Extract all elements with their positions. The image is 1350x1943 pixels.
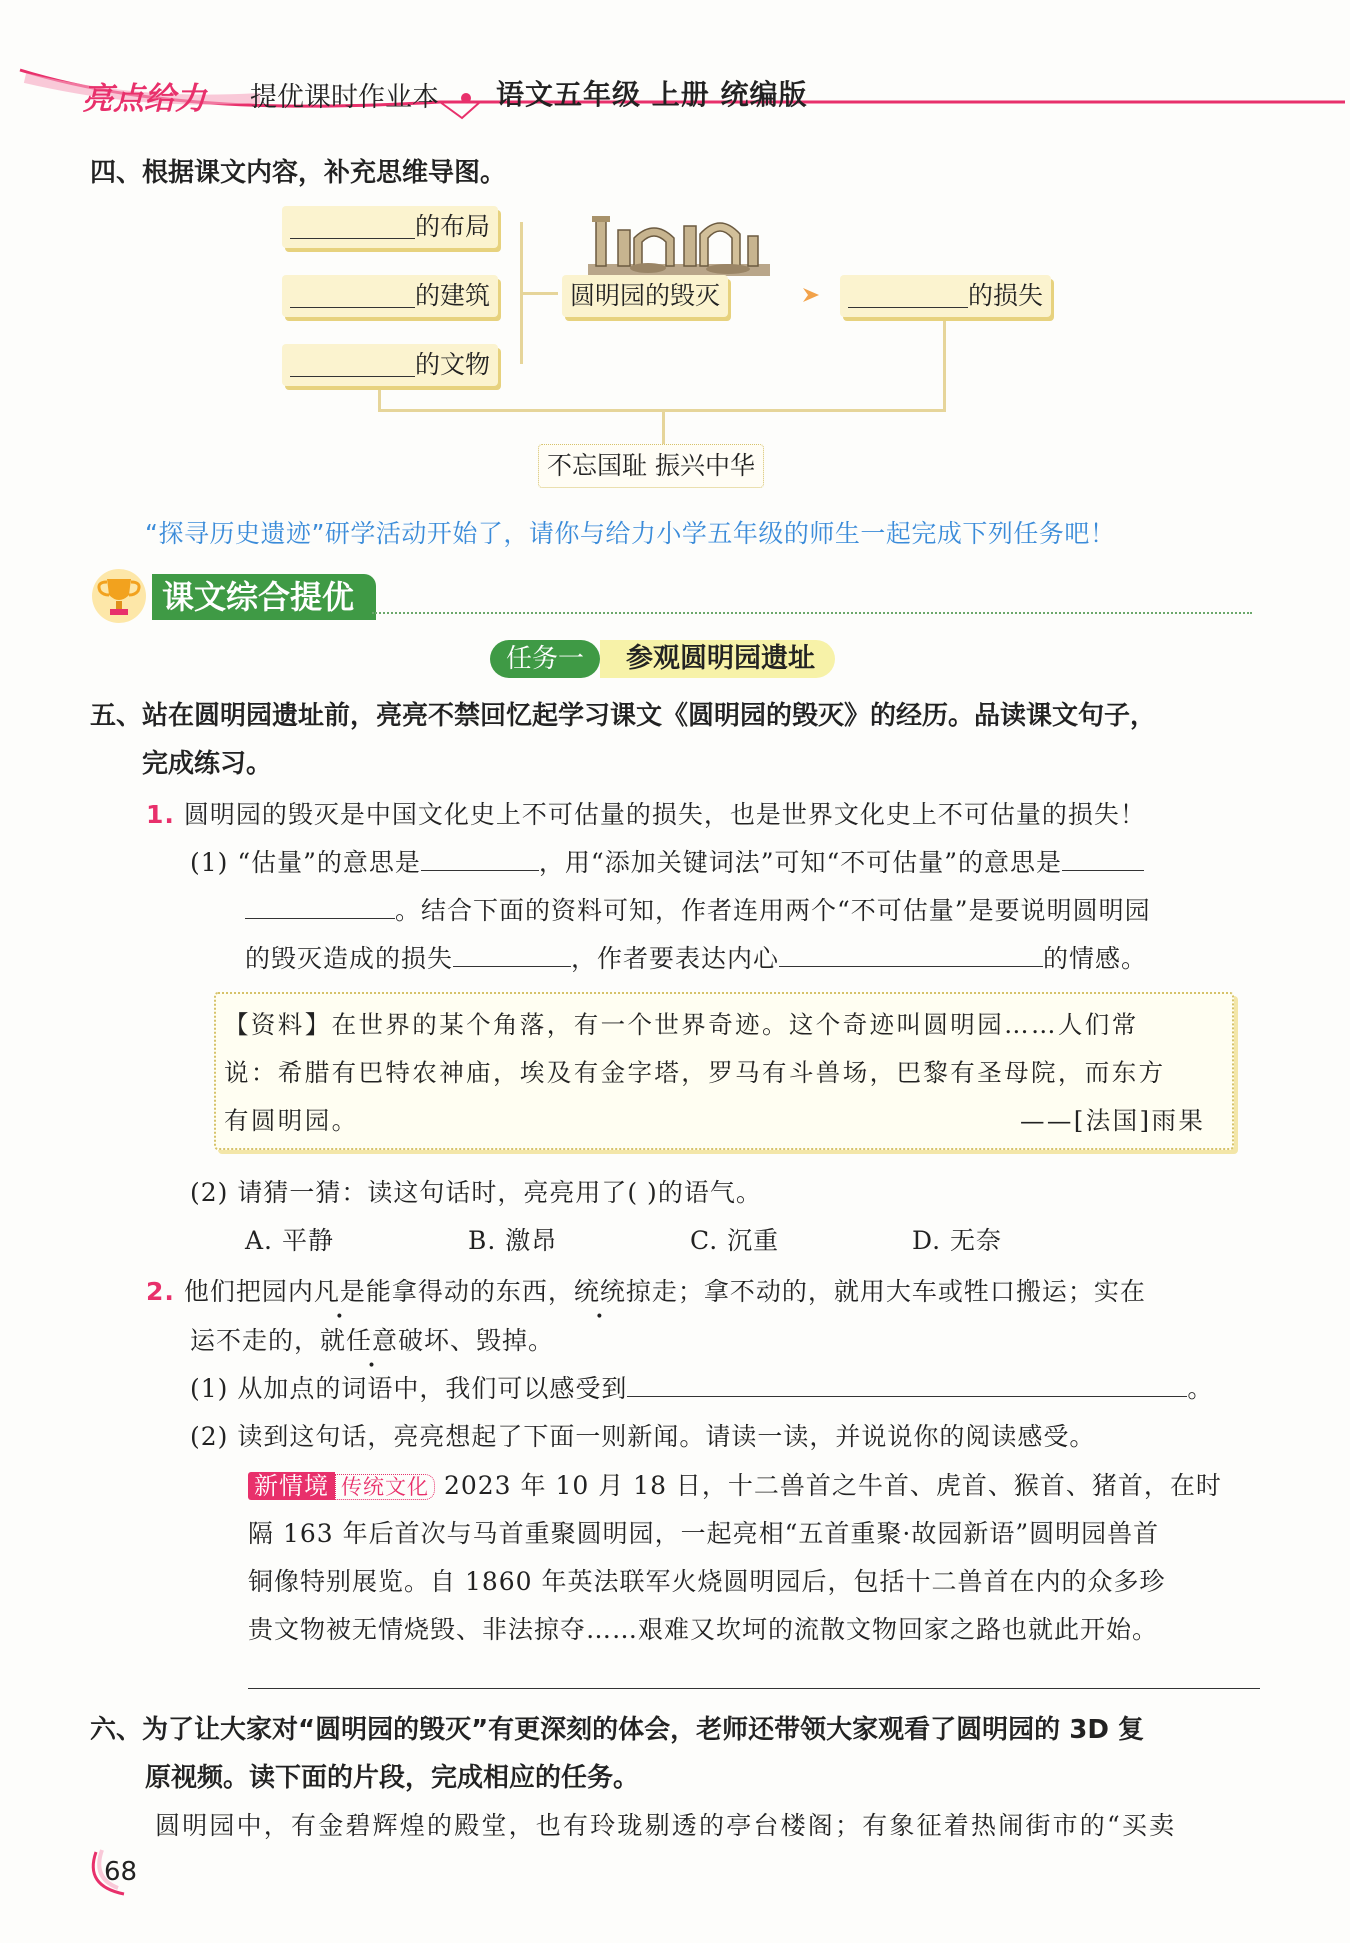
option-c[interactable]: C. 沉重 — [690, 1226, 780, 1255]
news-line2: 隔 163 年后首次与马首重聚圆明园，一起亮相“五首重聚·故园新语”圆明园兽首 — [248, 1519, 1160, 1548]
header-grade: 语文五年级 上册 统编版 — [496, 78, 808, 111]
news-line4: 贵文物被无情烧毁、非法掠夺……艰难又坎坷的流散文物回家之路也就此开始。 — [248, 1615, 1159, 1644]
mm-line-center-down — [662, 409, 665, 449]
q5-item1-number: 1. — [146, 800, 175, 829]
mm-connector — [522, 292, 558, 295]
mm-blank-loss[interactable] — [848, 279, 968, 308]
blank-feeling[interactable] — [779, 940, 1043, 967]
section-label: 课文综合提优 — [152, 574, 376, 620]
news-line3: 铜像特别展览。自 1860 年英法联军火烧圆明园后，包括十二兽首在内的众多珍 — [248, 1567, 1166, 1596]
blank-meaning-bukeguliang-a[interactable] — [1062, 844, 1144, 871]
mm-blank-architecture[interactable] — [290, 279, 415, 308]
mm-item-relics: 的文物 — [282, 344, 498, 386]
mm-item-architecture: 的建筑 — [282, 275, 498, 317]
q5-item2-sub1: (1) 从加点的词语中，我们可以感受到 。 — [190, 1369, 1213, 1405]
ref-line2: 说：希腊有巴特农神庙，埃及有金字塔，罗马有斗兽场，巴黎有圣母院，而东方 — [224, 1058, 1166, 1087]
q5-item1-sub1-line2: 。结合下面的资料可知，作者连用两个“不可估量”是要说明圆明园 — [245, 891, 1151, 927]
q5-item2-line1: 2. 他们把园内凡是能拿得动的东西，统统掠走；拿不动的，就用大车或牲口搬运；实在 — [146, 1277, 1146, 1306]
ruins-illustration — [588, 208, 770, 276]
ref-line3: 有圆明园。 — [224, 1106, 359, 1135]
mm-item-layout: 的布局 — [282, 206, 498, 248]
task1-pill: 任务一 — [490, 640, 600, 678]
ref-source: ——[法国]雨果 — [1020, 1106, 1206, 1135]
option-b[interactable]: B. 激昂 — [468, 1226, 558, 1255]
q5-item1-sub2: (2) 请猜一猜：读这句话时，亮亮用了( )的语气。 — [190, 1178, 762, 1207]
q5-line2: 完成练习。 — [142, 749, 273, 779]
q5-item1-sub1-line1: (1) “估量”的意思是 ，用“添加关键词法”可知“不可估量”的意思是 — [190, 843, 1144, 879]
mm-blank-layout[interactable] — [290, 210, 415, 239]
blank-feel[interactable] — [627, 1370, 1187, 1397]
blank-loss[interactable] — [453, 940, 571, 967]
q5-item2-line2: 运不走的，就任意破坏、毁掉。 — [190, 1326, 555, 1355]
section-divider — [372, 612, 1252, 614]
blank-meaning-guliang[interactable] — [421, 844, 539, 871]
q5-item2-sub2: (2) 读到这句话，亮亮想起了下面一则新闻。请读一读，并说说你的阅读感受。 — [190, 1422, 1096, 1451]
q5-line1: 五、站在圆明园遗址前，亮亮不禁回忆起学习课文《圆明园的毁灭》的经历。品读课文句子， — [90, 701, 1157, 731]
brand-logo: 亮点给力 — [82, 81, 206, 117]
q6-line1: 六、为了让大家对“圆明园的毁灭”有更深刻的体会，老师还带领大家观看了圆明园的 3D 复 — [90, 1715, 1144, 1745]
mm-line-right-down — [943, 318, 946, 412]
context-tag-culture: 传统文化 — [335, 1474, 435, 1500]
context-tag-new: 新情境 — [248, 1472, 335, 1500]
news-line1: 新情境 传统文化 2023 年 10 月 18 日，十二兽首之牛首、虎首、猴首、猪首，在时 — [248, 1466, 1222, 1502]
mm-loss-node: 的损失 — [840, 275, 1051, 317]
mm-blank-relics[interactable] — [290, 348, 415, 377]
q5-item2-number: 2. — [146, 1277, 175, 1306]
blank-meaning-bukeguliang-b[interactable] — [245, 892, 395, 919]
q5-item1-sub1-line3: 的毁灭造成的损失 ，作者要表达内心 的情感。 — [245, 939, 1147, 975]
q6-line3: 圆明园中，有金碧辉煌的殿堂，也有玲珑剔透的亭台楼阁；有象征着热闹街市的“买卖 — [155, 1811, 1177, 1840]
activity-tip: “探寻历史遗迹”研学活动开始了，请你与给力小学五年级的师生一起完成下列任务吧！ — [145, 519, 1116, 548]
dotted-word-fanshi: 凡是 — [313, 1277, 366, 1306]
dotted-word-renyi: 任意 — [346, 1326, 399, 1355]
mm-bottom-node: 不忘国耻 振兴中华 — [538, 444, 764, 488]
q5-item1-line — [146, 795, 1146, 831]
q4-title: 四、根据课文内容，补充思维导图。 — [90, 158, 507, 188]
option-a[interactable]: A. 平静 — [245, 1226, 334, 1255]
q5-item1-sentence: 圆明园的毁灭是中国文化史上不可估量的损失，也是世界文化史上不可估量的损失！ — [183, 800, 1146, 829]
mm-center-node: 圆明园的毁灭 — [562, 275, 728, 317]
ref-line1: 【资料】在世界的某个角落，有一个世界奇迹。这个奇迹叫圆明园……人们常 — [224, 1010, 1139, 1039]
task1-title: 参观圆明园遗址 — [600, 640, 835, 678]
page-number: 68 — [104, 1857, 138, 1887]
arrow-right-icon — [800, 284, 822, 306]
header-subtitle: 提优课时作业本 — [250, 82, 439, 113]
option-d[interactable]: D. 无奈 — [912, 1226, 1003, 1255]
header-dot — [461, 93, 471, 103]
answer-line-reading-feeling[interactable] — [248, 1688, 1260, 1689]
trophy-icon — [88, 567, 150, 625]
dotted-word-tongtong: 统统 — [573, 1277, 626, 1306]
q6-line2: 原视频。读下面的片段，完成相应的任务。 — [145, 1763, 640, 1793]
